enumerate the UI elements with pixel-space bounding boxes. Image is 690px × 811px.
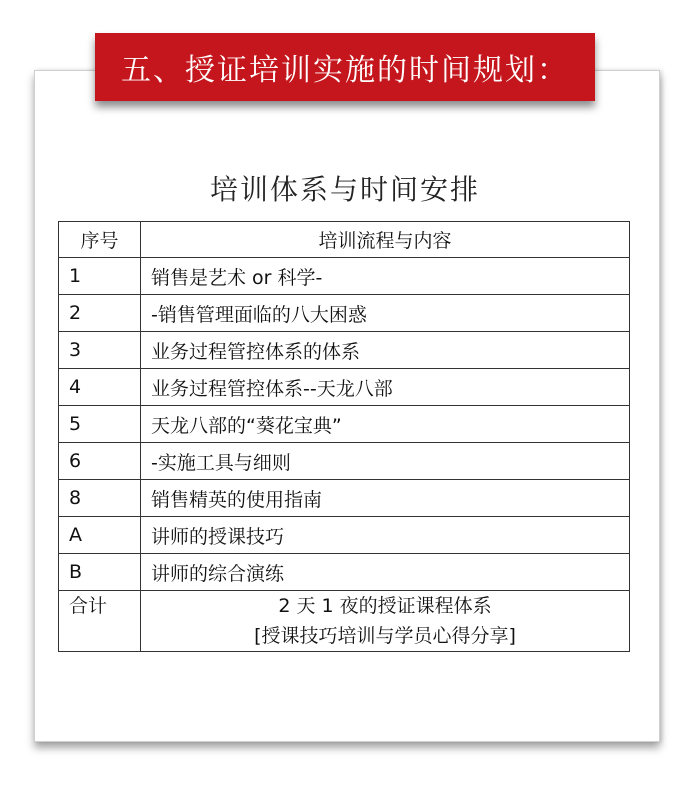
row-content: 讲师的授课技巧 bbox=[141, 517, 630, 554]
table-row bbox=[59, 480, 630, 517]
row-content: -销售管理面临的八大困惑 bbox=[141, 295, 630, 332]
row-number: 2 bbox=[59, 295, 141, 332]
total-detail: [授课技巧培训与学员心得分享] bbox=[254, 625, 516, 647]
row-content: 业务过程管控体系--天龙八部 bbox=[141, 369, 630, 406]
table-row bbox=[59, 443, 630, 480]
row-content: -实施工具与细则 bbox=[141, 443, 630, 480]
table-row bbox=[59, 517, 630, 554]
table-row bbox=[59, 295, 630, 332]
row-number: 5 bbox=[59, 406, 141, 443]
table-row bbox=[59, 406, 630, 443]
header-content: 培训流程与内容 bbox=[141, 222, 630, 258]
row-number: A bbox=[59, 517, 141, 554]
table-row bbox=[59, 369, 630, 406]
row-content: 销售精英的使用指南 bbox=[141, 480, 630, 517]
table-total-row bbox=[59, 591, 630, 652]
total-content bbox=[141, 591, 630, 652]
total-label: 合计 bbox=[59, 591, 141, 652]
row-number: 4 bbox=[59, 369, 141, 406]
row-number: 6 bbox=[59, 443, 141, 480]
header-number: 序号 bbox=[59, 222, 141, 258]
table-row bbox=[59, 258, 630, 295]
table-row bbox=[59, 332, 630, 369]
row-content: 天龙八部的“葵花宝典” bbox=[141, 406, 630, 443]
training-schedule-table bbox=[58, 221, 630, 652]
row-content: 销售是艺术 or 科学- bbox=[141, 258, 630, 295]
row-content: 讲师的综合演练 bbox=[141, 554, 630, 591]
section-title: 五、授证培训实施的时间规划： bbox=[121, 53, 569, 88]
table-row bbox=[59, 554, 630, 591]
table-header-row bbox=[59, 222, 630, 258]
row-number: 8 bbox=[59, 480, 141, 517]
row-number: 3 bbox=[59, 332, 141, 369]
row-number: B bbox=[59, 554, 141, 591]
table-title: 培训体系与时间安排 bbox=[209, 173, 480, 206]
total-summary: 2 天 1 夜的授证课程体系 bbox=[278, 595, 492, 617]
row-content: 业务过程管控体系的体系 bbox=[141, 332, 630, 369]
row-number: 1 bbox=[59, 258, 141, 295]
section-banner bbox=[95, 33, 595, 101]
